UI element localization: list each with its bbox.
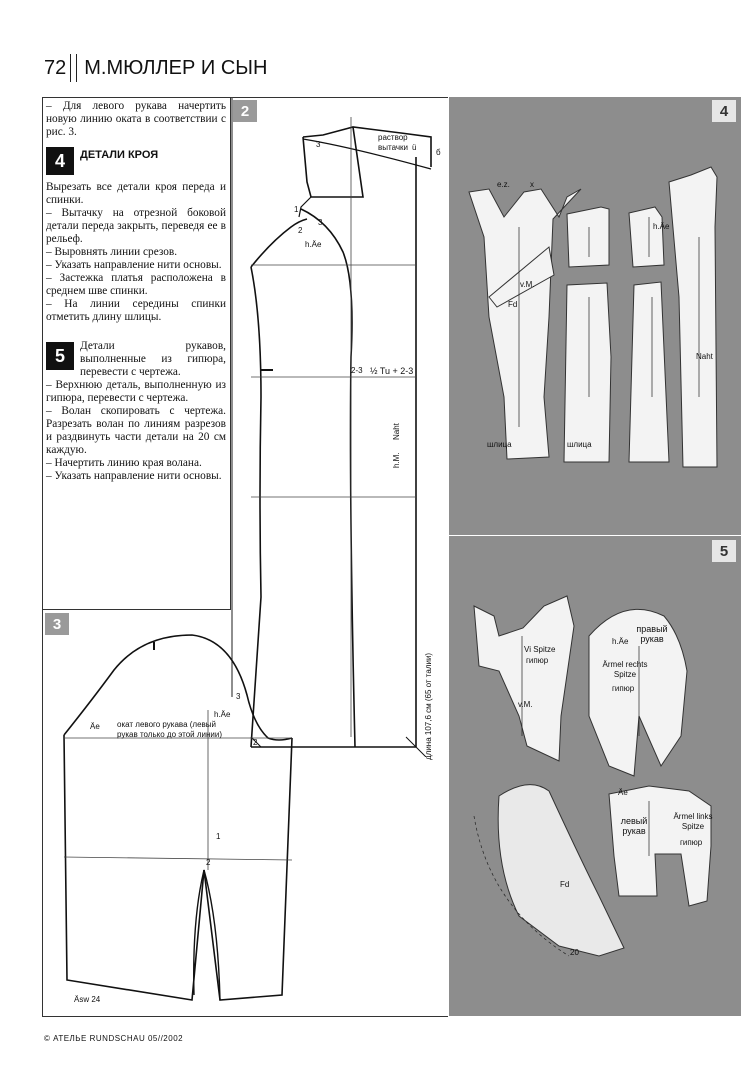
fig5-label-vM: v.M. xyxy=(518,700,533,709)
fig2-label-b: б xyxy=(436,148,441,157)
section-4-line: – Указать направление нити основы. xyxy=(46,259,222,271)
section-4-line: – Вытачку на отрезной боковой детали переда закрыть, переведя ее в рельеф. xyxy=(46,207,226,245)
fig3-label-3: 3 xyxy=(236,692,241,701)
fig2-label-3b: 3 xyxy=(318,218,323,227)
section-5-line: – Волан скопировать с чертежа. Разрезать волан по линиям разрезов и раздвинуть части детали на 20 см каждую. xyxy=(46,405,226,456)
fig5-label-gipyur-1: гипюр xyxy=(526,656,549,665)
fig5-label-armel-links: Ärmel links Spitze xyxy=(673,812,713,831)
fig2-label-2: 2 xyxy=(298,226,303,235)
fig3-label-Ae: Äe xyxy=(90,722,100,731)
header-divider xyxy=(70,54,77,82)
section-5-line: – Указать направление нити основы. xyxy=(46,470,222,482)
section-4-line: Вырезать все детали кроя переда и спинки. xyxy=(46,181,226,206)
fig3-caption: окат левого рукава (левый рукав только до этой линии) xyxy=(117,720,223,739)
section-4-line: – На линии середины спинки отметить длину шлицы. xyxy=(46,298,226,323)
fig5-label-armel-rechts: Ärmel rechts Spitze xyxy=(602,660,648,679)
section-5-number: 5 xyxy=(46,342,74,370)
fig3-label-hAe: h.Äe xyxy=(214,710,231,719)
section-4-title: ДЕТАЛИ КРОЯ xyxy=(80,149,159,161)
figure-2-badge: 2 xyxy=(233,100,257,122)
fig2-label-naht: Naht xyxy=(392,423,401,440)
figure-4-badge: 4 xyxy=(712,100,736,122)
fig2-label-2b: 2 xyxy=(253,738,258,747)
intro-text: – Для левого рукава начертить новую линию оката в соответствии с рис. 3. xyxy=(46,100,226,138)
fig4-label-x: x xyxy=(530,180,534,189)
fig2-label-hm: h.M. xyxy=(392,452,401,468)
fig4-label-shlitsa: шлица xyxy=(487,440,512,449)
fig2-label-u: ü xyxy=(412,143,417,152)
section-5-lead: Детали рукавов, выполненные из гипюра, перевести с чертежа. xyxy=(80,340,226,378)
fig5-label-Ae: Äe xyxy=(618,788,628,797)
instructions-column xyxy=(46,100,226,483)
fig5-label-20: 20 xyxy=(570,948,579,957)
section-4-number: 4 xyxy=(46,147,74,175)
section-5-line: – Верхнюю деталь, выполненную из гипюра, перевести с чертежа. xyxy=(46,379,226,404)
fig2-label-rastvor: раствор xyxy=(378,133,408,142)
fig3-label-1: 1 xyxy=(216,832,221,841)
figure-5-pieces xyxy=(449,536,741,1016)
page-footer: © АТЕЛЬЕ RUNDSCHAU 05//2002 xyxy=(44,1034,184,1043)
fig4-label-vM: v.M. xyxy=(520,280,535,289)
fig2-label-vytachki: вытачки xyxy=(378,143,408,152)
section-5-heading xyxy=(46,340,226,379)
fig5-label-right-sleeve: правый рукав xyxy=(636,624,668,644)
fig4-label-fd: Fd xyxy=(508,300,518,309)
fig5-label-hAe: h.Äe xyxy=(612,637,629,646)
page-number: 72 xyxy=(44,56,67,79)
fig3-label-2: 2 xyxy=(206,858,211,867)
fig5-label-fd: Fd xyxy=(560,880,570,889)
fig4-label-ez: e.z. xyxy=(497,180,510,189)
section-5-line: – Начертить линию края волана. xyxy=(46,457,202,469)
fig2-label-hAe: h.Äe xyxy=(305,240,322,249)
figure-5-badge: 5 xyxy=(712,540,736,562)
section-4-heading xyxy=(46,147,226,175)
frame-fig3-top xyxy=(42,609,230,610)
figure-3-badge: 3 xyxy=(45,613,69,635)
frame-bottom xyxy=(42,1016,448,1017)
fig2-label-1: 1 xyxy=(294,205,299,214)
brand-title: М.МЮЛЛЕР И СЫН xyxy=(84,56,268,79)
page-header xyxy=(44,50,267,86)
section-4-line: – Застежка платья расположена в среднем шве спинки. xyxy=(46,272,226,297)
fig5-label-left-sleeve: левый рукав xyxy=(620,816,648,836)
figure-4-photo xyxy=(449,97,741,535)
fig5-label-gipyur-3: гипюр xyxy=(680,838,703,847)
fig4-label-shlitsa-2: шлица xyxy=(567,440,592,449)
figure-4-pieces xyxy=(449,97,741,535)
fig5-label-vi-spitze: Vi Spitze xyxy=(524,645,556,654)
section-4-line: – Выровнять линии срезов. xyxy=(46,246,178,258)
fig4-label-hAe: h.Äe xyxy=(653,222,670,231)
figure-3-sleeve xyxy=(42,620,302,1015)
fig2-label-23: 2-3 xyxy=(351,366,363,375)
fig2-label-3: 3 xyxy=(316,140,321,149)
fig5-label-gipyur-2: гипюр xyxy=(612,684,635,693)
figure-5-photo xyxy=(449,536,741,1016)
fig2-formula: ½ Tu + 2-3 xyxy=(370,366,414,376)
fig4-label-naht: Naht xyxy=(696,352,713,361)
fig2-length-label: длина 107,6 см (65 от талии) xyxy=(424,652,433,760)
fig3-label-asw: Äsw 24 xyxy=(74,995,101,1004)
